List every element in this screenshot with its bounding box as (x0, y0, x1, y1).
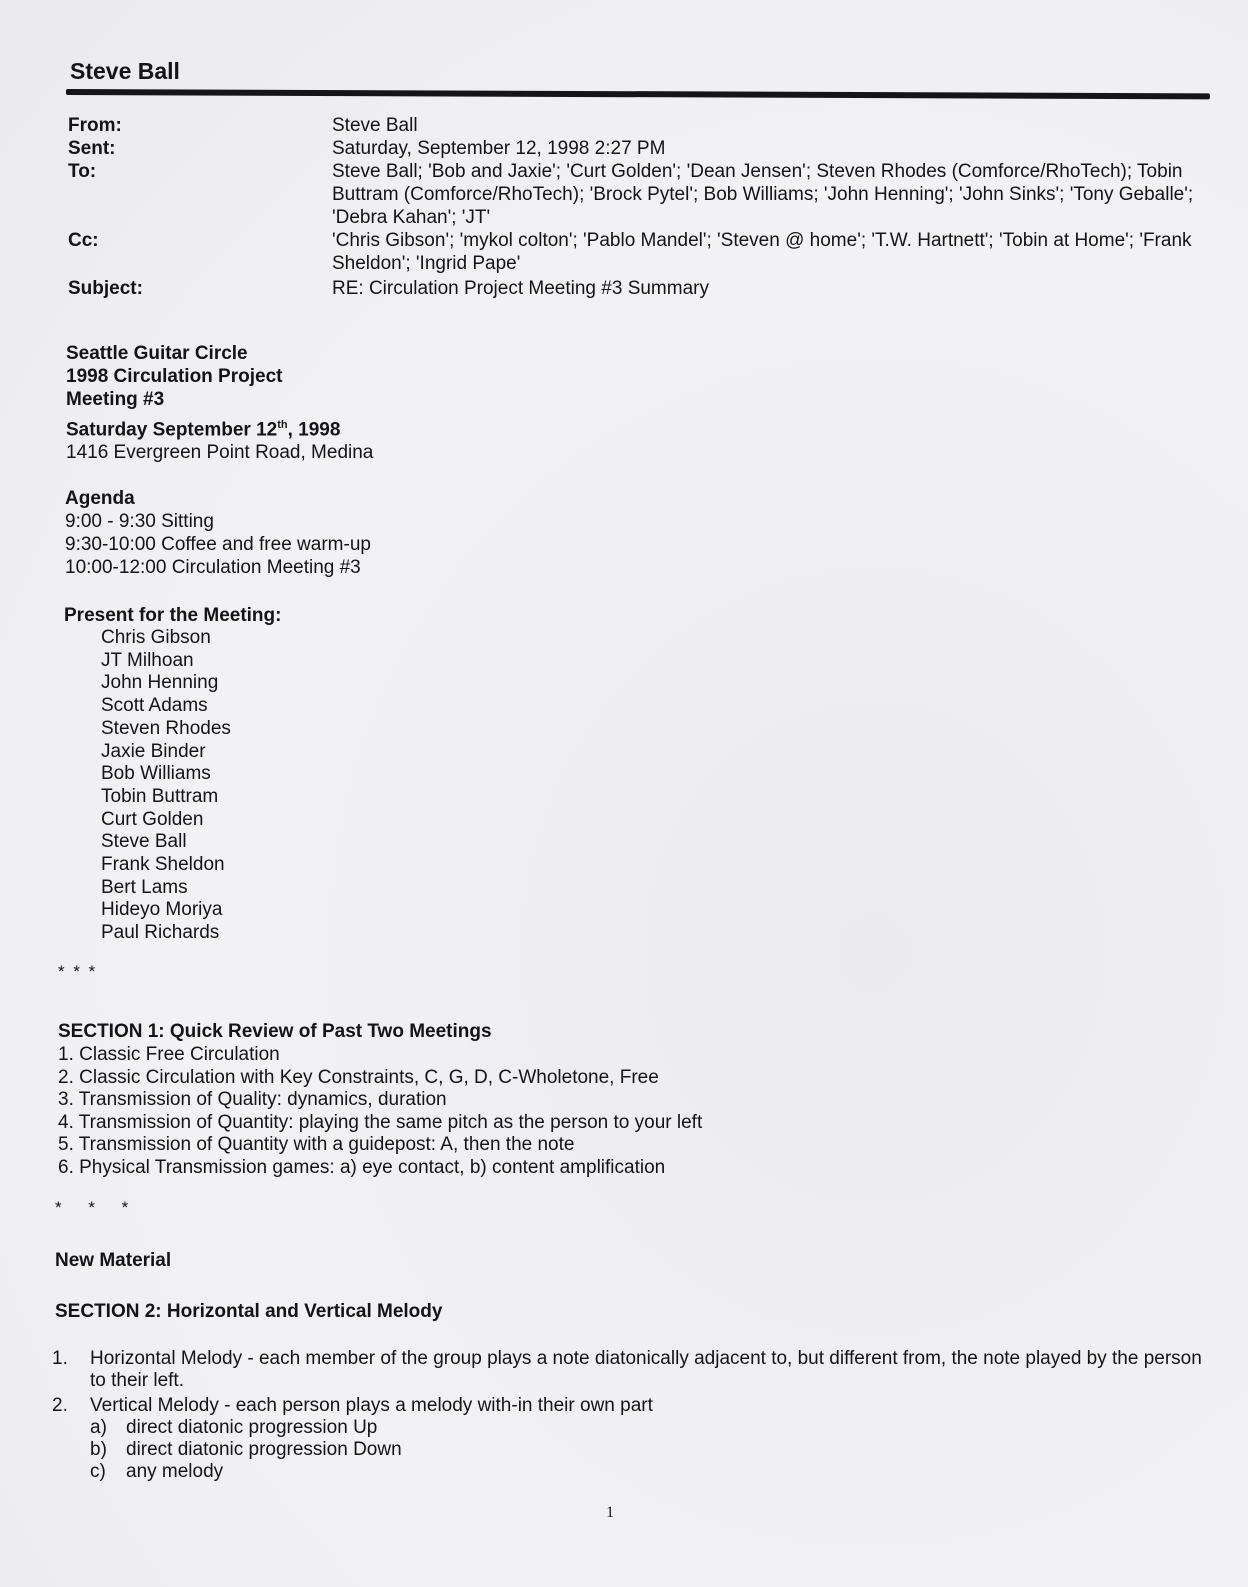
agenda (65, 487, 371, 579)
section-2-item (52, 1395, 1202, 1417)
section-1-item: 5. Transmission of Quantity with a guidepost: A, then the note (58, 1134, 575, 1156)
separator-1: * * * (58, 962, 98, 981)
subitem-letter: c) (90, 1461, 106, 1482)
page-number: 1 (606, 1504, 614, 1521)
section-1-item: 2. Classic Circulation with Key Constraints, C, G, D, C-Wholetone, Free (58, 1066, 659, 1088)
cc-label: Cc: (68, 230, 99, 251)
meeting-date-suffix: th (277, 419, 288, 431)
subitem-text: direct diatonic progression Up (126, 1417, 378, 1438)
agenda-item: 9:00 - 9:30 Sitting (65, 511, 214, 532)
separator-2: * * * (55, 1198, 129, 1217)
section-2-subitem (90, 1461, 1202, 1483)
meeting-date (66, 414, 373, 441)
section-1 (58, 1020, 702, 1180)
new-material-heading: New Material (55, 1250, 172, 1271)
to-label: To: (68, 161, 97, 182)
section-2-sublist (52, 1417, 1202, 1483)
agenda-title: Agenda (65, 488, 135, 509)
subject-row (68, 277, 1208, 300)
meeting-date-main: Saturday September 12 (66, 419, 278, 441)
subitem-text: direct diatonic progression Down (126, 1439, 402, 1460)
section-2-subitem (90, 1439, 1202, 1461)
from-value: Steve Ball (332, 115, 418, 136)
sent-row (68, 137, 1208, 160)
attendee-name: Bert Lams (101, 876, 188, 898)
attendee-name: Scott Adams (101, 695, 208, 717)
attendees (64, 604, 281, 945)
section-1-title: SECTION 1: Quick Review of Past Two Meetings (58, 1021, 492, 1042)
subject-value: RE: Circulation Project Meeting #3 Summary (332, 278, 709, 299)
section-1-list (58, 1044, 702, 1180)
attendee-name: Jaxie Binder (101, 740, 206, 762)
section-1-item: 6. Physical Transmission games: a) eye contact, b) content amplification (58, 1156, 666, 1178)
section-2-item-text: Vertical Melody - each person plays a melody with-in their own part (90, 1395, 653, 1416)
attendee-name: Steven Rhodes (101, 717, 231, 739)
attendee-name: John Henning (101, 672, 219, 694)
sent-value: Saturday, September 12, 1998 2:27 PM (332, 138, 666, 159)
meeting-info (66, 342, 373, 464)
subitem-text: any melody (126, 1461, 224, 1482)
section-2 (52, 1348, 1202, 1483)
from-label: From: (68, 115, 122, 136)
section-2-item (52, 1348, 1202, 1392)
subject-label: Subject: (68, 278, 143, 299)
agenda-item: 10:00-12:00 Circulation Meeting #3 (65, 557, 361, 578)
subitem-letter: b) (90, 1439, 107, 1460)
attendee-name: Hideyo Moriya (101, 899, 223, 921)
section-2-item-number: 2. (52, 1395, 68, 1416)
section-1-item: 1. Classic Free Circulation (58, 1044, 280, 1065)
to-value: Steve Ball; 'Bob and Jaxie'; 'Curt Golden'; 'Dean Jensen'; Steven Rhodes (Comforce/RhoTech); Tobin Buttram (Comforce/RhoTech); 'Brock Pytel'; Bob Williams; 'John Henning'; 'John Sinks'; 'Tony Geballe'; 'Debra Kahan'; 'JT' (332, 161, 1194, 228)
org-name: Seattle Guitar Circle (66, 343, 248, 364)
section-2-subitem (90, 1417, 1202, 1439)
attendee-name: JT Milhoan (101, 649, 194, 671)
meeting-address: 1416 Evergreen Point Road, Medina (66, 442, 374, 464)
sender-name: Steve Ball (70, 58, 180, 84)
attendee-name: Curt Golden (101, 808, 204, 830)
attendee-name: Frank Sheldon (101, 854, 225, 876)
section-2-title: SECTION 2: Horizontal and Vertical Melody (55, 1301, 443, 1322)
attendees-title: Present for the Meeting: (64, 605, 282, 626)
header-rule (66, 89, 1210, 99)
attendee-name: Paul Richards (101, 922, 220, 944)
section-1-item: 4. Transmission of Quantity: playing the same pitch as the person to your left (58, 1111, 703, 1133)
attendee-name: Tobin Buttram (101, 785, 219, 807)
project-name: 1998 Circulation Project (66, 366, 283, 387)
cc-value: 'Chris Gibson'; 'mykol colton'; 'Pablo Mandel'; 'Steven @ home'; 'T.W. Hartnett'; 'Tobin at Home'; 'Frank Sheldon'; 'Ingrid Pape' (332, 230, 1192, 274)
agenda-item: 9:30-10:00 Coffee and free warm-up (65, 534, 371, 555)
to-row (68, 160, 1208, 229)
email-header (68, 114, 1208, 300)
section-2-item-number: 1. (52, 1348, 68, 1369)
meeting-date-year: , 1998 (287, 419, 341, 441)
attendee-name: Steve Ball (101, 831, 187, 853)
attendee-name: Chris Gibson (101, 627, 211, 648)
subitem-letter: a) (90, 1417, 107, 1438)
attendee-name: Bob Williams (101, 763, 211, 785)
sent-label: Sent: (68, 138, 116, 159)
meeting-number: Meeting #3 (66, 389, 165, 410)
cc-row (68, 229, 1208, 275)
from-row (68, 114, 1208, 137)
section-2-item-text: Horizontal Melody - each member of the group plays a note diatonically adjacent to, but different from, the note played by the person to their left. (90, 1348, 1202, 1391)
attendee-list (64, 627, 281, 945)
section-1-item: 3. Transmission of Quality: dynamics, duration (58, 1089, 447, 1111)
